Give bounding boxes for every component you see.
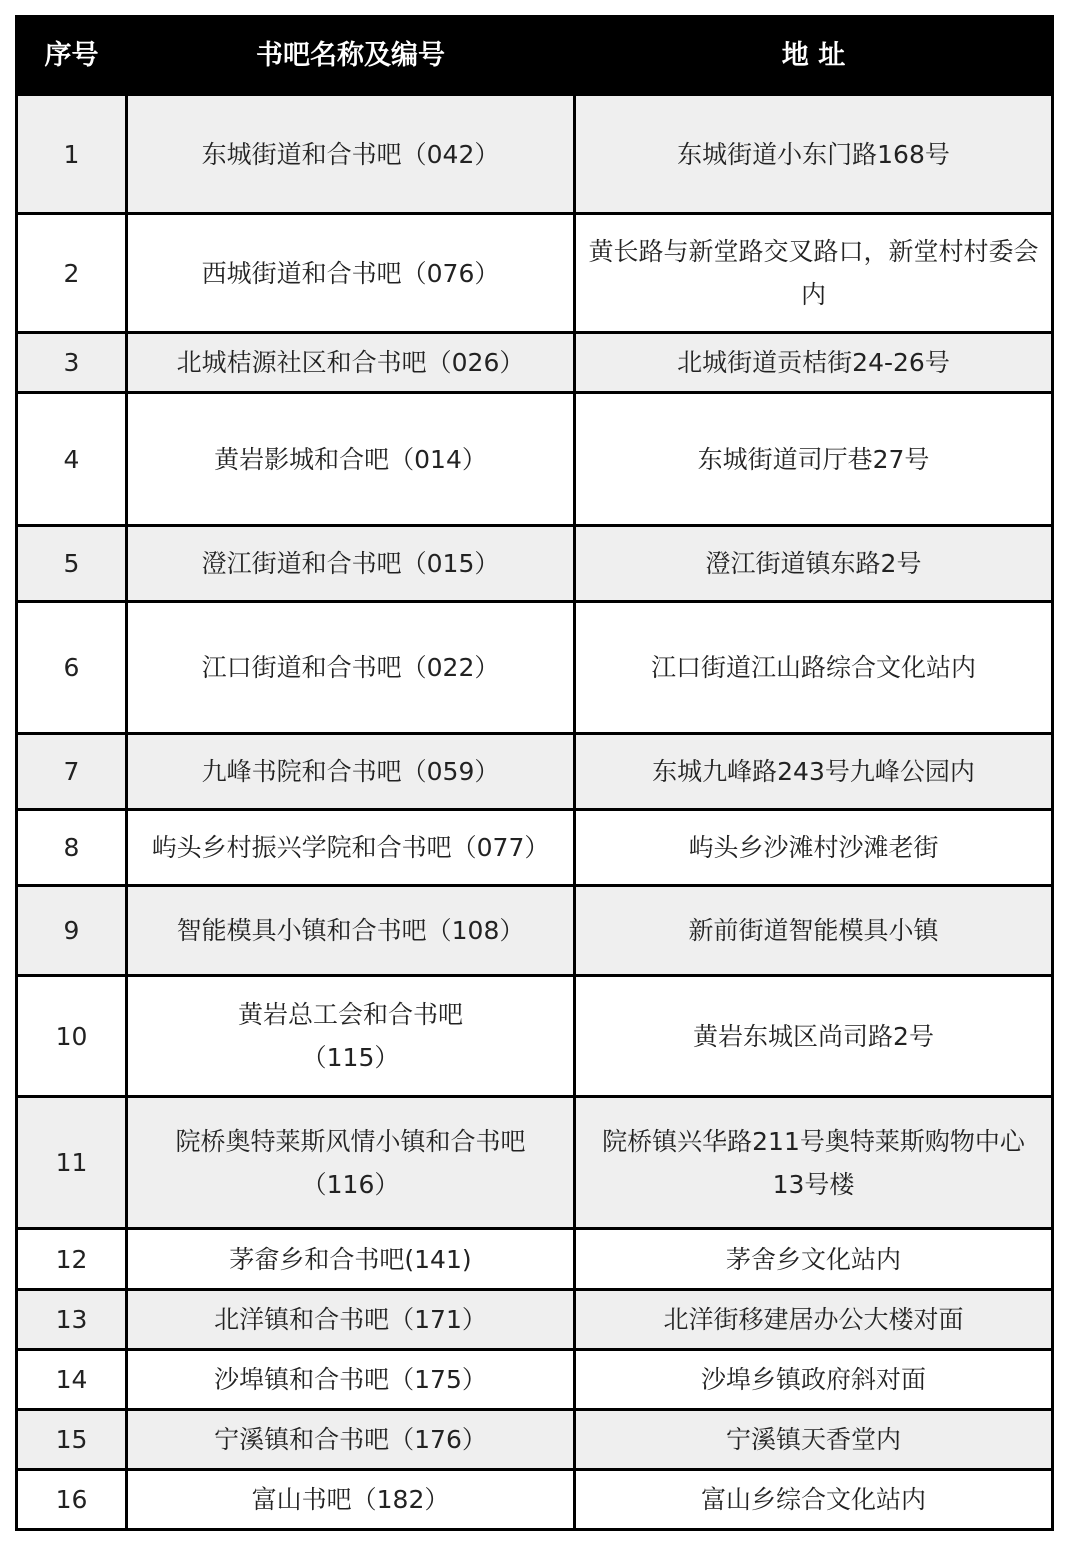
row-address: 东城九峰路243号九峰公园内: [575, 734, 1053, 810]
table-row: [17, 393, 1053, 526]
table-row: [17, 1470, 1053, 1530]
table-row: [17, 1410, 1053, 1470]
row-address: 东城街道司厅巷27号: [575, 393, 1053, 526]
row-number: 12: [17, 1229, 127, 1290]
row-name: 北城桔源社区和合书吧（026）: [127, 333, 575, 393]
row-number: 6: [17, 602, 127, 734]
row-address: 北城街道贡桔街24-26号: [575, 333, 1053, 393]
row-name: 沙埠镇和合书吧（175）: [127, 1350, 575, 1410]
table-row: [17, 526, 1053, 602]
row-name: 屿头乡村振兴学院和合书吧（077）: [127, 810, 575, 886]
row-name: 黄岩影城和合吧（014）: [127, 393, 575, 526]
table-row: [17, 734, 1053, 810]
row-number: 7: [17, 734, 127, 810]
row-address: 沙埠乡镇政府斜对面: [575, 1350, 1053, 1410]
row-number: 16: [17, 1470, 127, 1530]
table-row: [17, 810, 1053, 886]
table-row: [17, 1290, 1053, 1350]
table-row: [17, 1097, 1053, 1229]
row-name: 宁溪镇和合书吧（176）: [127, 1410, 575, 1470]
row-number: 4: [17, 393, 127, 526]
table-row: [17, 602, 1053, 734]
row-number: 3: [17, 333, 127, 393]
row-number: 11: [17, 1097, 127, 1229]
row-number: 13: [17, 1290, 127, 1350]
row-name: 黄岩总工会和合书吧（115）: [127, 976, 575, 1097]
table-row: [17, 214, 1053, 333]
row-number: 2: [17, 214, 127, 333]
row-address: 东城街道小东门路168号: [575, 95, 1053, 214]
row-address: 黄岩东城区尚司路2号: [575, 976, 1053, 1097]
row-address: 澄江街道镇东路2号: [575, 526, 1053, 602]
table-row: [17, 1229, 1053, 1290]
row-address: 富山乡综合文化站内: [575, 1470, 1053, 1530]
header-address: 地 址: [575, 17, 1053, 95]
row-number: 5: [17, 526, 127, 602]
table-row: [17, 1350, 1053, 1410]
row-number: 1: [17, 95, 127, 214]
header-library-name: 书吧名称及编号: [127, 17, 575, 95]
row-name: 富山书吧（182）: [127, 1470, 575, 1530]
row-address: 黄长路与新堂路交叉路口，新堂村村委会内: [575, 214, 1053, 333]
row-address: 江口街道江山路综合文化站内: [575, 602, 1053, 734]
row-name: 北洋镇和合书吧（171）: [127, 1290, 575, 1350]
library-table: [15, 15, 1054, 1531]
row-name: 江口街道和合书吧（022）: [127, 602, 575, 734]
row-address: 北洋街移建居办公大楼对面: [575, 1290, 1053, 1350]
row-name: 东城街道和合书吧（042）: [127, 95, 575, 214]
table-row: [17, 976, 1053, 1097]
row-address: 院桥镇兴华路211号奥特莱斯购物中心13号楼: [575, 1097, 1053, 1229]
row-address: 屿头乡沙滩村沙滩老街: [575, 810, 1053, 886]
table-row: [17, 95, 1053, 214]
table-row: [17, 886, 1053, 976]
header-serial-number: 序号: [17, 17, 127, 95]
row-number: 8: [17, 810, 127, 886]
row-name: 九峰书院和合书吧（059）: [127, 734, 575, 810]
row-name: 智能模具小镇和合书吧（108）: [127, 886, 575, 976]
table-header-row: [17, 17, 1053, 95]
row-name: 澄江街道和合书吧（015）: [127, 526, 575, 602]
row-name: 茅畲乡和合书吧(141): [127, 1229, 575, 1290]
row-address: 新前街道智能模具小镇: [575, 886, 1053, 976]
row-name: 西城街道和合书吧（076）: [127, 214, 575, 333]
row-address: 茅舍乡文化站内: [575, 1229, 1053, 1290]
row-number: 14: [17, 1350, 127, 1410]
row-number: 10: [17, 976, 127, 1097]
row-number: 9: [17, 886, 127, 976]
row-number: 15: [17, 1410, 127, 1470]
row-address: 宁溪镇天香堂内: [575, 1410, 1053, 1470]
table-row: [17, 333, 1053, 393]
row-name: 院桥奥特莱斯风情小镇和合书吧（116）: [127, 1097, 575, 1229]
